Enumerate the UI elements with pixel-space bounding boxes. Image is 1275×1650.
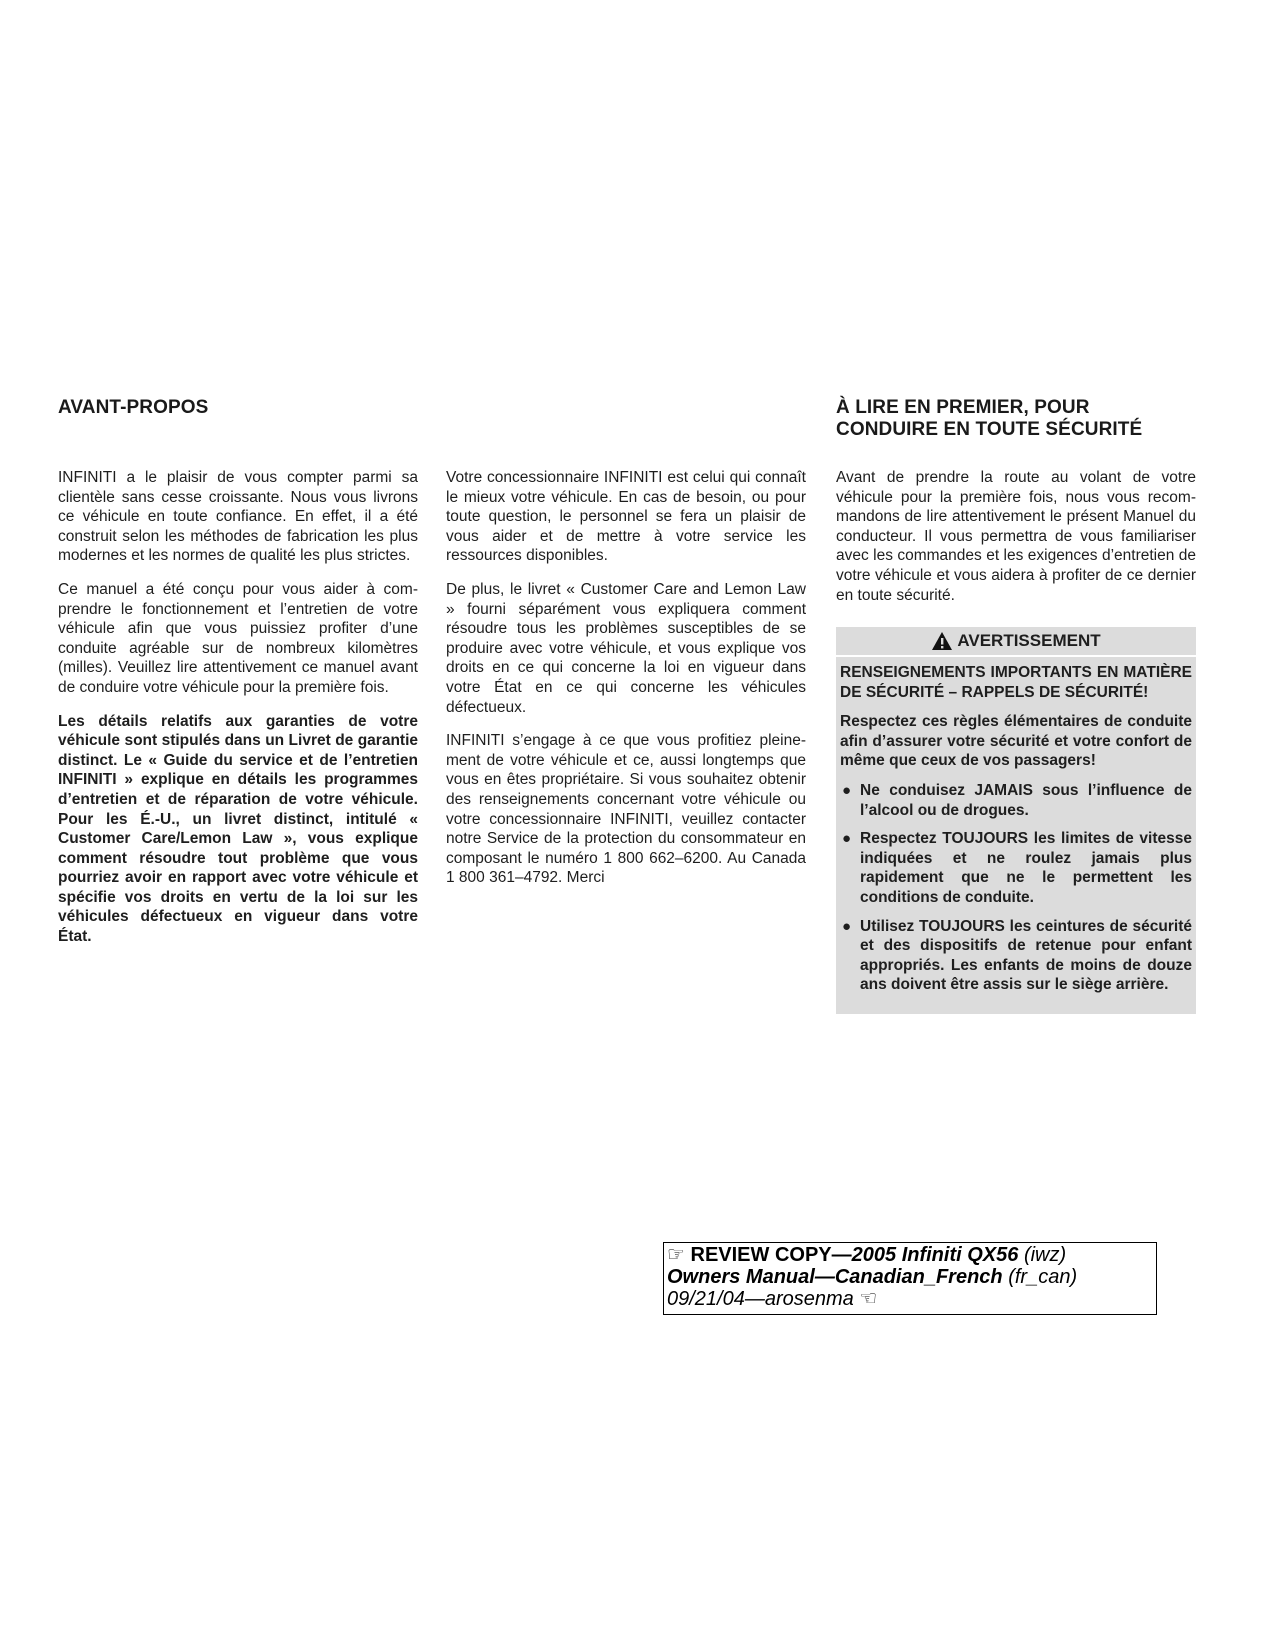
review-model: 2005 Infiniti QX56 — [851, 1244, 1019, 1266]
paragraph: Votre concessionnaire INFINITI est celui qui connaît le mieux votre véhicule. En cas de besoin, ou pour toute question, le personnel se fera un plaisir de vous aider et de mettre à votre service les ressources disponibles. — [446, 469, 806, 565]
section-heading-lire-en-premier — [836, 397, 1142, 441]
right-column — [836, 468, 1196, 619]
middle-column — [446, 468, 806, 902]
review-line-3 — [667, 1288, 1153, 1310]
review-line-2 — [667, 1266, 1153, 1288]
warning-title: AVERTISSEMENT — [957, 631, 1101, 650]
review-label: REVIEW COPY— — [690, 1244, 852, 1266]
review-manual: Owners Manual—Canadian_French — [667, 1266, 1003, 1288]
warning-header — [836, 627, 1196, 657]
bullet-icon: ● — [842, 781, 852, 799]
review-date-author: 09/21/04—arosenma — [667, 1288, 854, 1310]
list-item-text: Ne conduisez JAMAIS sous l’influence de l’alcool ou de drogues. — [860, 781, 1192, 819]
warning-triangle-icon — [931, 631, 953, 651]
warning-list — [840, 781, 1192, 995]
pointing-hand-right-icon: ☞ — [667, 1244, 685, 1266]
bullet-icon: ● — [842, 917, 852, 935]
heading-line: CONDUIRE EN TOUTE SÉCURITÉ — [836, 419, 1143, 440]
review-line-1 — [667, 1244, 1153, 1266]
review-code: (iwz) — [1023, 1244, 1067, 1266]
warranty-paragraph: Les détails relatifs aux garanties de votre véhicule sont stipulés dans un Livret de garantie distinct. Le « Guide du service et de l’entretien INFINITI » explique en détails les programmes d’entretien et de réparation de votre véhicule. Pour les É.-U., un livret distinct, intitulé « Customer Care/Lemon Law », vous explique comment résoudre tout problème que vous pourriez avoir en rapport avec votre véhicule et spécifie vos droits en vertu de la loi sur les véhicules défectueux en vigueur dans votre État. — [58, 712, 418, 946]
list-item — [840, 917, 1192, 995]
list-item — [840, 781, 1192, 820]
paragraph: INFINITI s’engage à ce que vous profitiez pleinement de votre véhicule et ce, aussi longtemps que vous en êtes propriétaire. Si vous souhaitez obtenir des renseignements concernant votre véhicule ou votre concessionnaire INFINITI, veuillez contacter notre Service de la protection du consommateur en composant le numéro 1 800 662–6200. Au Canada 1 800 361–4792. Merci — [446, 732, 806, 887]
heading-line: À LIRE EN PREMIER, POUR — [836, 397, 1090, 418]
section-heading-avant-propos: AVANT-PROPOS — [58, 397, 209, 418]
paragraph: INFINITI a le plaisir de vous compter parmi sa clientèle sans cesse croissante. Nous vous livrons ce véhicule en toute confiance. En effet, il a été construit selon les méthodes de fabrication les plus modernes et les normes de qualité les plus strictes. — [58, 469, 418, 565]
warning-subtitle: RENSEIGNEMENTS IMPORTANTS EN MATIÈRE DE SÉCURITÉ – RAPPELS DE SÉCURITÉ! — [840, 664, 1192, 701]
paragraph: De plus, le livret « Customer Care and Lemon Law » fourni séparément vous expliquera comment résoudre tous les problèmes susceptibles de se produire avec votre véhicule, et vous explique vos droits en ce qui concerne la loi en vigueur dans votre État en ce qui concerne les véhicules défectueux. — [446, 580, 806, 716]
list-item — [840, 829, 1192, 907]
review-locale: (fr_can) — [1008, 1266, 1078, 1288]
list-item-text: Utilisez TOUJOURS les ceintures de sécurité et des dispositifs de retenue pour enfant appropriés. Les enfants de moins de douze ans doivent être assis sur le siège arrière. — [860, 917, 1192, 994]
review-copy-stamp — [663, 1242, 1157, 1315]
bullet-icon: ● — [842, 830, 852, 848]
warning-box — [836, 627, 1196, 1014]
paragraph: Ce manuel a été conçu pour vous aider à comprendre le fonctionnement et l’entretien de votre véhicule afin que vous puissiez profiter d’une conduite agréable sur de nombreux kilomètres (milles). Veuillez lire attentivement ce manuel avant de conduire votre véhicule pour la première fois. — [58, 580, 418, 696]
warning-intro: Respectez ces règles élémentaires de conduite afin d’assurer votre sécurité et votre confort de même que ceux de vos passagers! — [840, 713, 1192, 770]
pointing-hand-left-icon: ☜ — [859, 1288, 878, 1310]
paragraph: Avant de prendre la route au volant de votre véhicule pour la première fois, nous vous recommandons de lire attentivement le présent Manuel du conducteur. Il vous permettra de vous familiariser avec les commandes et les exigences d’entretien de votre véhicule et vous aidera à profiter de ce dernier en toute sécurité. — [836, 469, 1196, 604]
left-column — [58, 468, 418, 961]
list-item-text: Respectez TOUJOURS les limites de vitesse indiquées et ne roulez jamais plus rapidement que ne le permettent les conditions de conduite. — [860, 830, 1192, 906]
